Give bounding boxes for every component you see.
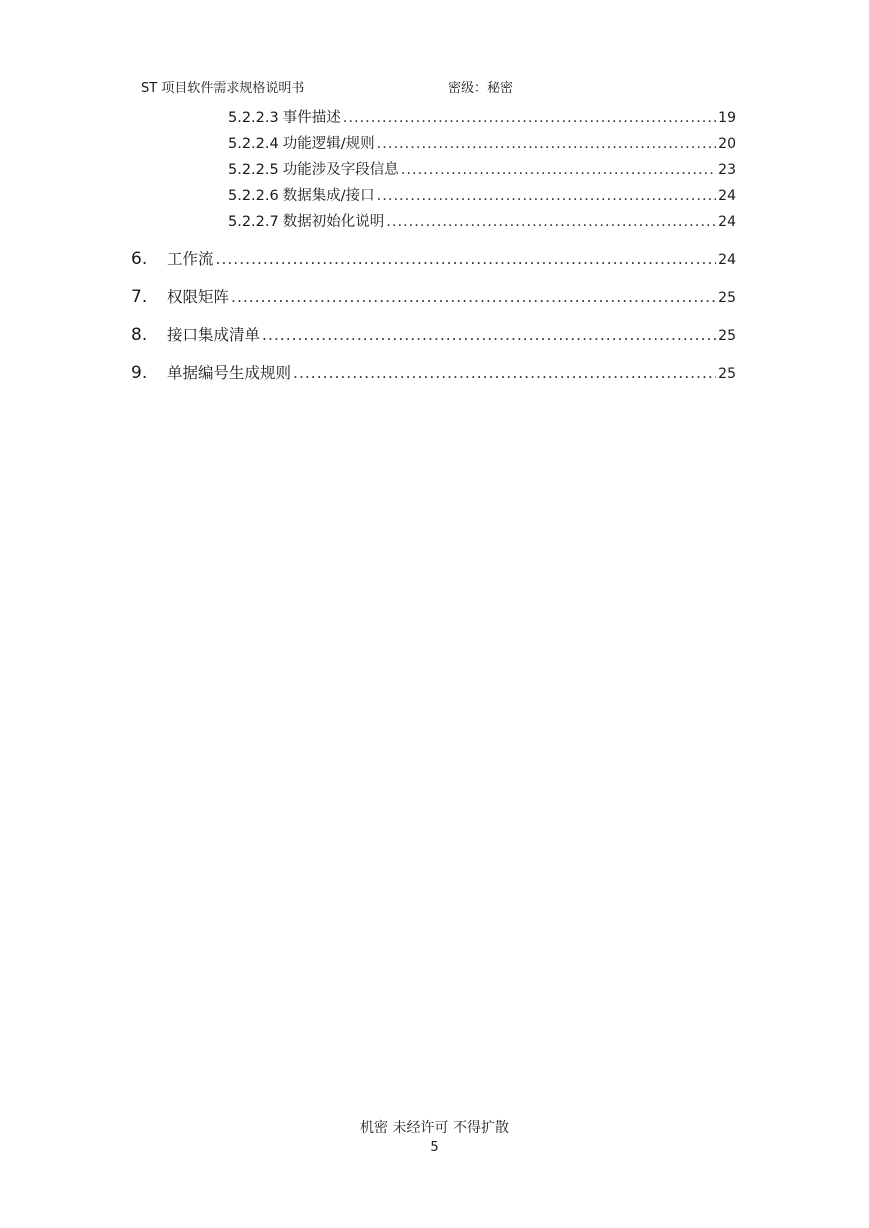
toc-entry[interactable] xyxy=(228,212,736,232)
toc-number: 6. xyxy=(131,249,148,269)
toc-title: 工作流 xyxy=(167,250,214,268)
toc-page-number: 19 xyxy=(718,110,736,126)
toc-entry[interactable] xyxy=(228,186,736,206)
toc-page-number: 24 xyxy=(718,214,736,230)
toc-number: 5.2.2.5 xyxy=(228,162,279,178)
toc-number: 7. xyxy=(131,287,148,307)
toc-entry[interactable] xyxy=(228,160,736,180)
toc-leader-dots xyxy=(262,324,716,346)
toc-number: 5.2.2.7 xyxy=(228,214,279,230)
document-title: ST 项目软件需求规格说明书 xyxy=(141,81,305,96)
toc-title: 事件描述 xyxy=(282,110,341,126)
toc-number: 5.2.2.3 xyxy=(228,110,279,126)
toc-number: 8. xyxy=(131,325,148,345)
toc-entry[interactable] xyxy=(131,324,736,347)
toc-leader-dots xyxy=(377,134,717,154)
toc-title: 接口集成清单 xyxy=(167,326,261,344)
page-number: 5 xyxy=(430,1140,439,1155)
toc-page-number: 23 xyxy=(718,162,736,178)
toc-leader-dots xyxy=(216,248,717,270)
toc-entry[interactable] xyxy=(228,134,736,154)
toc-page-number: 25 xyxy=(718,328,736,344)
confidentiality-notice: 机密 未经许可 不得扩散 xyxy=(360,1120,509,1136)
toc-title: 功能逻辑/规则 xyxy=(282,136,375,152)
toc-page-number: 25 xyxy=(718,366,736,382)
toc-title: 功能涉及字段信息 xyxy=(282,162,399,178)
toc-leader-dots xyxy=(231,286,716,308)
toc-number: 5.2.2.6 xyxy=(228,188,279,204)
toc-leader-dots xyxy=(293,362,716,384)
toc-page-number: 24 xyxy=(718,252,736,268)
toc-number: 5.2.2.4 xyxy=(228,136,279,152)
toc-page-number: 20 xyxy=(718,136,736,152)
toc-leader-dots xyxy=(377,186,717,206)
toc-leader-dots xyxy=(386,212,716,232)
toc-entry[interactable] xyxy=(131,286,736,309)
classification-label: 密级：秘密 xyxy=(448,81,514,96)
toc-title: 数据集成/接口 xyxy=(282,188,375,204)
toc-leader-dots xyxy=(401,160,716,180)
toc-entry[interactable] xyxy=(228,108,736,128)
toc-leader-dots xyxy=(343,108,716,128)
toc-page-number: 25 xyxy=(718,290,736,306)
toc-number: 9. xyxy=(131,363,148,383)
toc-title: 单据编号生成规则 xyxy=(167,364,292,382)
toc-entry[interactable] xyxy=(131,362,736,385)
toc-title: 数据初始化说明 xyxy=(282,214,385,230)
toc-title: 权限矩阵 xyxy=(167,288,230,306)
toc-entry[interactable] xyxy=(131,248,736,271)
toc-page-number: 24 xyxy=(718,188,736,204)
